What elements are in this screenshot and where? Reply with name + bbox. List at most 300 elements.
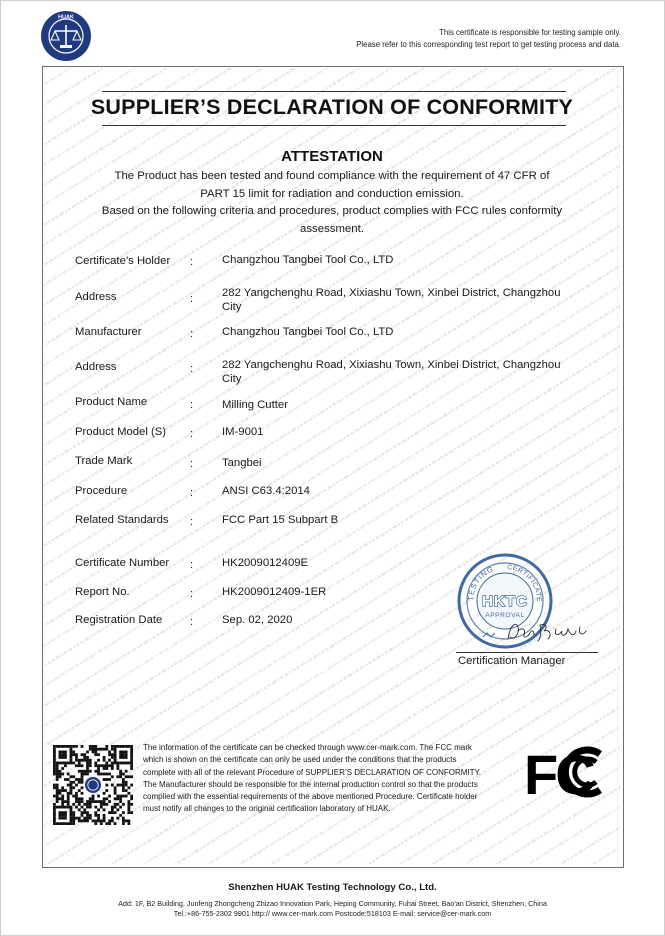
field-value <box>222 287 568 314</box>
qr-module <box>72 745 75 748</box>
qr-module <box>86 756 89 759</box>
field-label: Certificate’s Holder <box>75 255 171 267</box>
qr-module <box>89 806 92 809</box>
notice-line-6: must notify all changes to the original certification laboratory of HUAK. <box>143 804 391 814</box>
issuer-company-name: Shenzhen HUAK Testing Technology Co., Ltd. <box>228 882 437 893</box>
qr-module <box>86 800 89 803</box>
qr-module <box>70 748 73 751</box>
qr-module <box>108 811 111 814</box>
qr-module <box>111 808 114 811</box>
qr-module <box>61 753 64 756</box>
qr-module <box>97 764 100 767</box>
qr-module <box>61 762 64 765</box>
qr-module <box>70 819 73 822</box>
qr-module <box>67 778 70 781</box>
field-colon: : <box>190 328 194 340</box>
attestation-statement <box>92 168 572 238</box>
qr-module <box>89 748 92 751</box>
field-value-line-1: 282 Yangchenghu Road, Xixiashu Town, Xinbei District, Changzhou <box>222 359 561 371</box>
qr-module <box>67 822 70 825</box>
qr-module <box>105 797 108 800</box>
qr-module <box>64 751 67 754</box>
qr-module <box>97 808 100 811</box>
qr-module <box>122 762 125 765</box>
notice-line-1: The information of the certificate can be checked through www.cer-mark.com. The FCC mark <box>143 743 472 752</box>
qr-module <box>70 806 73 809</box>
field-value: FCC Part 15 Subpart B <box>222 514 339 526</box>
qr-module <box>70 775 73 778</box>
field-label: Address <box>75 361 117 373</box>
qr-module <box>53 819 56 822</box>
qr-module <box>53 762 56 765</box>
qr-module <box>59 797 62 800</box>
qr-module <box>97 773 100 776</box>
qr-module <box>119 775 122 778</box>
field-colon: : <box>190 616 194 628</box>
field-value-line-1: 282 Yangchenghu Road, Xixiashu Town, Xinbei District, Changzhou <box>222 287 561 299</box>
field-value: HK2009012409-1ER <box>222 586 327 598</box>
qr-module <box>122 753 125 756</box>
qr-module <box>56 797 59 800</box>
qr-module <box>92 819 95 822</box>
qr-module <box>100 764 103 767</box>
qr-module <box>111 762 114 765</box>
qr-module <box>108 759 111 762</box>
qr-module <box>75 817 78 820</box>
qr-module <box>119 745 122 748</box>
qr-module <box>53 745 56 748</box>
qr-module <box>119 756 122 759</box>
qr-module <box>116 784 119 787</box>
field-value: ANSI C63.4:2014 <box>222 485 310 497</box>
qr-module <box>81 764 84 767</box>
qr-module <box>78 800 81 803</box>
qr-module <box>56 789 59 792</box>
qr-module <box>89 745 92 748</box>
statement-line-4: assessment. <box>300 222 364 235</box>
qr-module <box>97 753 100 756</box>
qr-module <box>105 773 108 776</box>
qr-module <box>64 756 67 759</box>
qr-module <box>94 764 97 767</box>
qr-module <box>81 753 84 756</box>
qr-module <box>114 797 117 800</box>
qr-module <box>56 773 59 776</box>
qr-module <box>53 770 56 773</box>
statement-line-3: Based on the following criteria and procedures, product complies with FCC rules conformity <box>101 205 563 217</box>
qr-module <box>100 800 103 803</box>
qr-module <box>61 786 64 789</box>
qr-module <box>70 786 73 789</box>
qr-module <box>86 806 89 809</box>
issuer-address: Add: 1F, B2 Building, Junfeng Zhongcheng Zhizao Innovation Park, Heping Community, Fuhai Street, Bao'an District, Shenzhen, China <box>118 899 547 908</box>
qr-module <box>70 762 73 765</box>
qr-module <box>97 767 100 770</box>
qr-module <box>94 745 97 748</box>
qr-module <box>114 786 117 789</box>
qr-module <box>86 770 89 773</box>
qr-module <box>105 789 108 792</box>
field-colon: : <box>190 293 194 305</box>
qr-module <box>61 745 64 748</box>
qr-module <box>61 751 64 754</box>
notice-line-4: The Manufacturer should be responsible for the internal production control so that the products <box>143 779 478 789</box>
qr-module <box>53 808 56 811</box>
qr-module <box>130 753 133 756</box>
qr-module <box>108 778 111 781</box>
qr-module <box>127 745 130 748</box>
field-label: Registration Date <box>75 614 163 626</box>
qr-module <box>111 753 114 756</box>
qr-module <box>78 817 81 820</box>
qr-module <box>78 759 81 762</box>
qr-module <box>125 770 128 773</box>
qr-module <box>125 775 128 778</box>
qr-module <box>92 800 95 803</box>
qr-module <box>53 756 56 759</box>
qr-module <box>119 751 122 754</box>
qr-module <box>64 814 67 817</box>
qr-module <box>130 762 133 765</box>
qr-module <box>130 767 133 770</box>
qr-module <box>70 781 73 784</box>
qr-module <box>122 781 125 784</box>
qr-module <box>83 756 86 759</box>
qr-module <box>97 759 100 762</box>
certificate-title: SUPPLIER’S DECLARATION OF CONFORMITY <box>90 95 574 119</box>
qr-module <box>111 775 114 778</box>
qr-module <box>70 756 73 759</box>
qr-module <box>103 773 106 776</box>
qr-module <box>94 819 97 822</box>
qr-module <box>56 795 59 798</box>
qr-module <box>64 811 67 814</box>
qr-module <box>64 778 67 781</box>
qr-module <box>83 817 86 820</box>
qr-module <box>75 745 78 748</box>
verification-qr-code <box>53 745 133 825</box>
qr-module <box>100 803 103 806</box>
qr-module <box>127 775 130 778</box>
qr-module <box>89 762 92 765</box>
qr-module <box>83 819 86 822</box>
qr-module <box>56 770 59 773</box>
qr-module <box>111 819 114 822</box>
qr-module <box>61 800 64 803</box>
qr-module <box>94 822 97 825</box>
qr-module <box>105 745 108 748</box>
qr-module <box>100 822 103 825</box>
qr-module <box>103 819 106 822</box>
field-colon: : <box>190 458 194 470</box>
qr-module <box>114 806 117 809</box>
qr-module <box>89 764 92 767</box>
qr-module <box>75 759 78 762</box>
qr-module <box>78 781 81 784</box>
qr-module <box>70 814 73 817</box>
qr-module <box>61 814 64 817</box>
qr-module <box>97 814 100 817</box>
field-value: Changzhou Tangbei Tool Co., LTD <box>222 326 394 338</box>
qr-module <box>122 803 125 806</box>
qr-module <box>122 751 125 754</box>
qr-module <box>122 811 125 814</box>
qr-module <box>94 811 97 814</box>
qr-module <box>61 797 64 800</box>
qr-module <box>122 773 125 776</box>
qr-module <box>114 822 117 825</box>
qr-module <box>127 800 130 803</box>
qr-module <box>100 819 103 822</box>
qr-module <box>127 806 130 809</box>
qr-module <box>61 822 64 825</box>
qr-module <box>122 795 125 798</box>
signature-caption: Certification Manager <box>458 655 566 667</box>
qr-module <box>94 753 97 756</box>
qr-module <box>125 819 128 822</box>
qr-module <box>125 781 128 784</box>
qr-module <box>86 814 89 817</box>
field-colon: : <box>190 559 194 571</box>
qr-module <box>122 756 125 759</box>
qr-module <box>111 764 114 767</box>
qr-module <box>127 803 130 806</box>
qr-module <box>89 759 92 762</box>
qr-module <box>81 806 84 809</box>
qr-module <box>64 822 67 825</box>
qr-module <box>64 753 67 756</box>
qr-module <box>130 797 133 800</box>
qr-module <box>83 811 86 814</box>
qr-module <box>130 795 133 798</box>
qr-module <box>70 792 73 795</box>
qr-module <box>122 819 125 822</box>
qr-module <box>89 817 92 820</box>
qr-module <box>56 767 59 770</box>
qr-module <box>103 764 106 767</box>
qr-module <box>61 803 64 806</box>
qr-module <box>127 786 130 789</box>
qr-module <box>111 817 114 820</box>
qr-module <box>125 756 128 759</box>
qr-module <box>83 773 86 776</box>
qr-module <box>53 751 56 754</box>
qr-module <box>122 789 125 792</box>
seal-bottom-text: APPROVAL <box>485 612 525 619</box>
field-value: Milling Cutter <box>222 399 288 411</box>
qr-module <box>67 784 70 787</box>
fcc-logo-letters: FC <box>524 743 593 800</box>
qr-module <box>103 817 106 820</box>
qr-module <box>114 789 117 792</box>
qr-module <box>53 764 56 767</box>
qr-module <box>125 751 128 754</box>
qr-module <box>67 795 70 798</box>
field-value: Sep. 02, 2020 <box>222 614 293 626</box>
field-label: Certificate Number <box>75 557 170 569</box>
qr-module <box>53 748 56 751</box>
qr-module <box>122 822 125 825</box>
qr-module <box>89 770 92 773</box>
qr-module <box>53 817 56 820</box>
qr-module <box>116 817 119 820</box>
qr-module <box>116 808 119 811</box>
qr-module <box>130 756 133 759</box>
qr-module <box>75 792 78 795</box>
qr-module <box>59 789 62 792</box>
qr-module <box>81 781 84 784</box>
qr-module <box>56 764 59 767</box>
field-value: IM-9001 <box>222 426 264 438</box>
qr-module <box>78 770 81 773</box>
qr-module <box>86 817 89 820</box>
qr-module <box>130 775 133 778</box>
qr-module <box>56 786 59 789</box>
qr-module <box>125 745 128 748</box>
qr-module <box>111 806 114 809</box>
qr-module <box>86 773 89 776</box>
field-value: HK2009012409E <box>222 557 309 569</box>
disclaimer-line-1: This certificate is responsible for testing sample only. <box>439 28 621 37</box>
qr-module <box>78 762 81 765</box>
qr-module <box>64 800 67 803</box>
qr-module <box>67 745 70 748</box>
qr-module <box>72 811 75 814</box>
qr-module <box>130 759 133 762</box>
qr-module <box>108 795 111 798</box>
qr-module <box>59 762 62 765</box>
qr-module <box>116 745 119 748</box>
qr-module <box>127 822 130 825</box>
qr-module <box>130 751 133 754</box>
qr-module <box>81 811 84 814</box>
qr-module <box>130 745 133 748</box>
qr-module <box>59 811 62 814</box>
qr-module <box>103 748 106 751</box>
qr-module <box>119 795 122 798</box>
qr-module <box>56 792 59 795</box>
qr-module <box>130 811 133 814</box>
qr-module <box>108 819 111 822</box>
qr-module <box>122 745 125 748</box>
qr-module <box>78 789 81 792</box>
qr-module <box>72 822 75 825</box>
qr-module <box>53 773 56 776</box>
qr-module <box>59 792 62 795</box>
qr-module <box>116 795 119 798</box>
field-label: Report No. <box>75 586 130 598</box>
qr-module <box>103 808 106 811</box>
qr-module <box>64 764 67 767</box>
qr-module <box>111 811 114 814</box>
qr-module <box>114 811 117 814</box>
qr-module <box>105 764 108 767</box>
qr-module <box>108 764 111 767</box>
qr-module <box>114 756 117 759</box>
qr-module <box>53 795 56 798</box>
signature-line <box>456 652 598 653</box>
qr-module <box>75 784 78 787</box>
qr-module <box>114 751 117 754</box>
qr-module <box>70 753 73 756</box>
qr-module <box>78 808 81 811</box>
qr-module <box>125 795 128 798</box>
verification-notice <box>143 742 523 816</box>
qr-module <box>75 806 78 809</box>
qr-module <box>67 797 70 800</box>
qr-module <box>119 762 122 765</box>
title-rule-top <box>102 91 566 92</box>
qr-module <box>75 778 78 781</box>
qr-module <box>61 773 64 776</box>
field-label: Product Name <box>75 396 148 408</box>
qr-module <box>86 819 89 822</box>
qr-module <box>97 770 100 773</box>
qr-module <box>119 806 122 809</box>
qr-module <box>103 767 106 770</box>
qr-module <box>92 795 95 798</box>
qr-module <box>56 800 59 803</box>
qr-module <box>114 792 117 795</box>
qr-module <box>81 797 84 800</box>
field-colon: : <box>190 256 194 268</box>
qr-module <box>70 751 73 754</box>
qr-module <box>111 748 114 751</box>
field-label: Trade Mark <box>75 455 133 467</box>
field-value: Changzhou Tangbei Tool Co., LTD <box>222 254 394 266</box>
qr-module <box>72 751 75 754</box>
qr-module <box>130 803 133 806</box>
qr-module <box>61 756 64 759</box>
field-value-line-2: City <box>222 300 242 313</box>
qr-module <box>61 789 64 792</box>
qr-module <box>111 784 114 787</box>
qr-module <box>67 762 70 765</box>
qr-module <box>119 753 122 756</box>
qr-module <box>72 781 75 784</box>
qr-module <box>61 795 64 798</box>
qr-module <box>86 803 89 806</box>
qr-module <box>59 753 62 756</box>
qr-module <box>86 751 89 754</box>
qr-module <box>53 811 56 814</box>
qr-module <box>70 808 73 811</box>
manager-signature <box>500 617 592 645</box>
qr-module <box>97 795 100 798</box>
field-label: Address <box>75 291 117 303</box>
qr-module <box>56 778 59 781</box>
qr-module <box>81 800 84 803</box>
field-colon: : <box>190 363 194 375</box>
field-colon: : <box>190 428 194 440</box>
qr-module <box>122 817 125 820</box>
qr-module <box>78 797 81 800</box>
qr-module <box>103 792 106 795</box>
qr-module <box>122 786 125 789</box>
field-colon: : <box>190 588 194 600</box>
qr-module <box>56 745 59 748</box>
field-colon: : <box>190 399 194 411</box>
qr-module <box>92 745 95 748</box>
qr-module <box>130 764 133 767</box>
qr-module <box>75 756 78 759</box>
field-label: Manufacturer <box>75 326 142 338</box>
qr-module <box>72 819 75 822</box>
qr-module <box>119 770 122 773</box>
qr-module <box>59 751 62 754</box>
qr-module <box>105 762 108 765</box>
qr-module <box>75 795 78 798</box>
